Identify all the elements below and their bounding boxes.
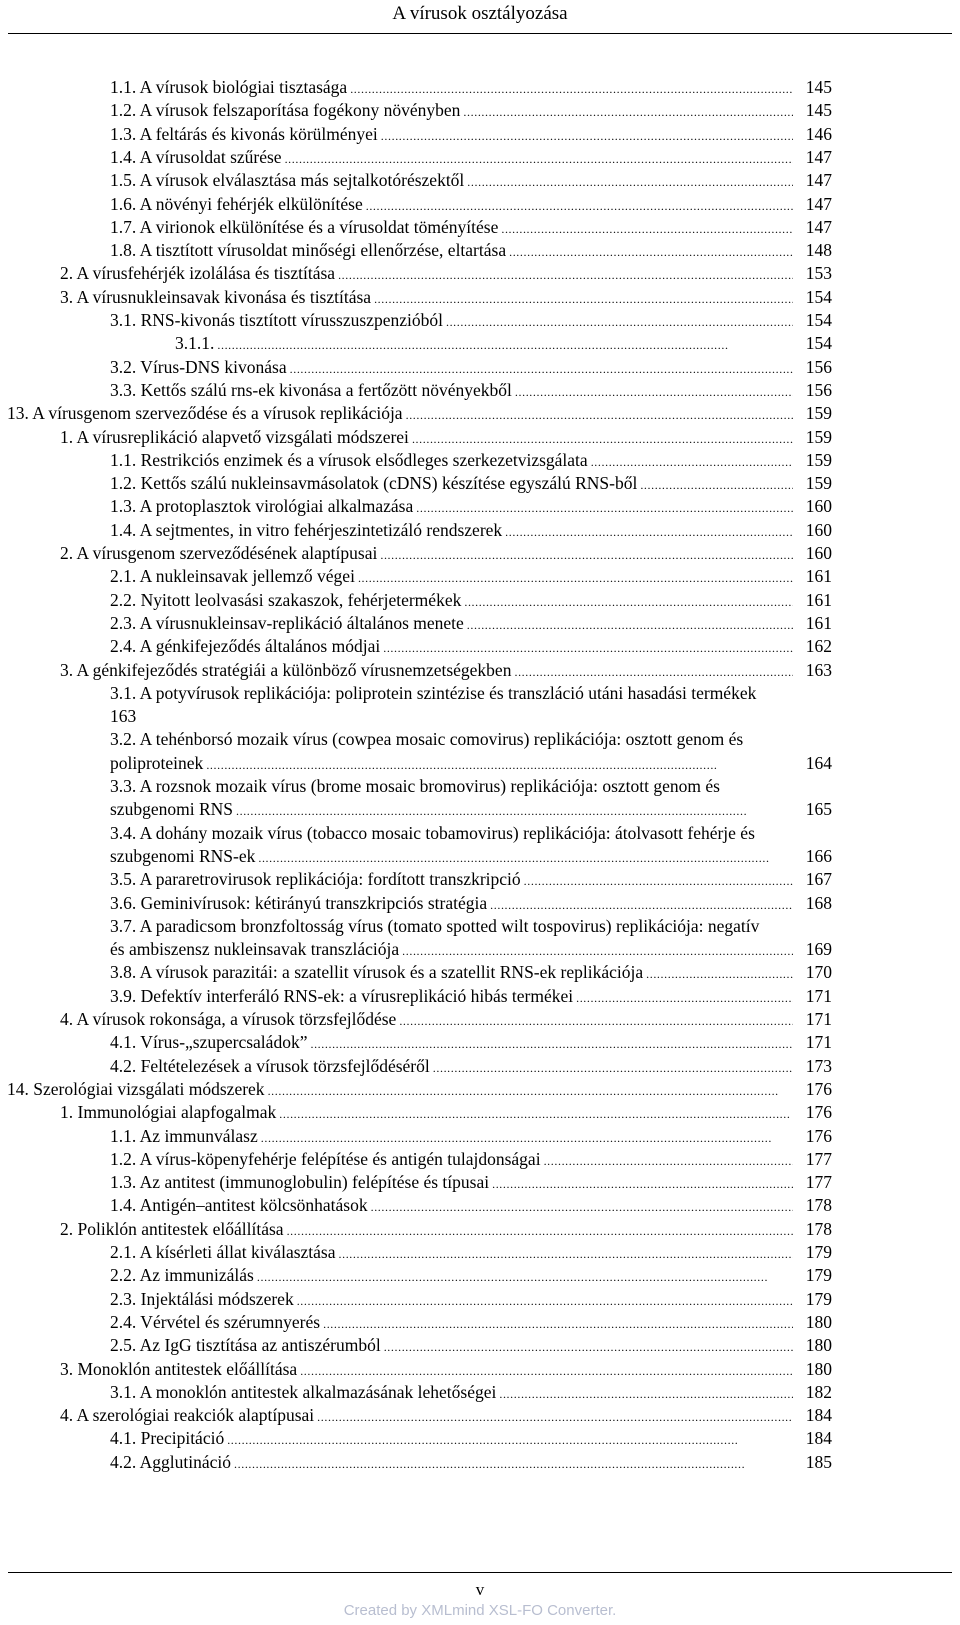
toc-entry-title: 4.2. Feltételezések a vírusok törzsfejlődéséről: [110, 1055, 430, 1076]
toc-entry-page: 156: [805, 356, 832, 377]
toc-entry-page: 146: [805, 123, 832, 144]
toc-entry-title: poliproteinek: [110, 752, 204, 773]
toc-entry-page: 178: [805, 1218, 832, 1239]
dot-leader: [446, 309, 793, 333]
toc-entry-title: 3.1. A monoklón antitestek alkalmazásának lehetőségei: [110, 1381, 497, 1402]
toc-entry-title: 2.5. Az IgG tisztítása az antiszérumból: [110, 1335, 381, 1356]
toc-entry-page: 177: [805, 1148, 832, 1169]
toc-entry-page: 180: [805, 1358, 832, 1379]
toc-entry-title: 3.2. A tehénborsó mozaik vírus (cowpea mosaic comovirus) replikációja: osztott genom és: [110, 729, 744, 750]
dot-leader: [381, 123, 793, 147]
toc-entry-title: 4. A szerológiai reakciók alaptípusai: [60, 1405, 315, 1426]
toc-entry-title: 2.2. Az immunizálás: [110, 1265, 254, 1286]
toc-entry-title: 3. A génkifejeződés stratégiái a különböző vírusnemzetségekben: [60, 659, 512, 680]
running-header: A vírusok osztályozása: [392, 3, 568, 24]
toc-entry-page: 154: [805, 286, 832, 307]
toc-entry-title: 3. A vírusnukleinsavak kivonása és tisztítása: [60, 286, 372, 307]
toc-entry-page: 164: [805, 752, 832, 773]
dot-leader: [514, 659, 793, 683]
toc-entry-title: 2.3. Injektálási módszerek: [110, 1288, 294, 1309]
toc-entry-page: 165: [805, 799, 832, 820]
dot-leader: [217, 332, 793, 356]
dot-leader: [467, 612, 793, 636]
toc-entry-page: 178: [805, 1195, 832, 1216]
dot-leader: [290, 356, 793, 380]
toc-entry-title: 14. Szerológiai vizsgálati módszerek: [7, 1078, 265, 1099]
toc-entry-title: 1.3. A feltárás és kivonás körülményei: [110, 123, 378, 144]
toc-entry-page: 161: [805, 589, 832, 610]
toc-entry-title: 3.3. Kettős szálú rns-ek kivonása a fertőzött növényekből: [110, 379, 512, 400]
dot-leader: [310, 1031, 793, 1055]
dot-leader: [258, 845, 793, 869]
toc-entry-page: 159: [805, 449, 832, 470]
toc-entry-title: 4. A vírusok rokonsága, a vírusok törzsfejlődése: [60, 1009, 397, 1029]
toc-entry-page: 163: [805, 659, 832, 680]
toc-entry-page: 176: [805, 1125, 832, 1146]
toc-entry-page: 179: [805, 1265, 832, 1286]
toc-entry-page: 176: [805, 1102, 832, 1123]
toc-entry-title: 2.1. A nukleinsavak jellemző végei: [110, 566, 355, 587]
dot-leader: [287, 1218, 793, 1242]
dot-leader: [524, 868, 793, 892]
toc-entry-title: 1.6. A növényi fehérjék elkülönítése: [110, 193, 363, 214]
toc-entry-title: 2.2. Nyitott leolvasási szakaszok, fehérjetermékek: [110, 589, 462, 610]
toc-entry-page: 145: [805, 77, 832, 97]
toc-entry-page: 179: [805, 1242, 832, 1262]
dot-leader: [492, 1171, 793, 1195]
toc-entry-title: 1.1. Restrikciós enzimek és a vírusok elsődleges szerkezetvizsgálata: [110, 449, 588, 470]
toc-entry-title: 1. A vírusreplikáció alapvető vizsgálati módszerei: [60, 426, 409, 447]
toc-entry-title: 2.4. A génkifejeződés általános módjai: [110, 636, 381, 657]
dot-leader: [412, 426, 793, 450]
toc-entry-page: 179: [805, 1288, 832, 1309]
dot-leader: [544, 1148, 793, 1172]
toc-entry-title: 2.3. A vírusnukleinsav-replikáció általános menete: [110, 612, 464, 633]
toc-entry-title: 3.1. RNS-kivonás tisztított vírusszuszpenzióból: [110, 310, 443, 330]
dot-leader: [366, 193, 793, 217]
toc-entry-title: 1.3. Az antitest (immunoglobulin) felépítése és típusai: [110, 1172, 490, 1193]
toc-entry-page: 159: [805, 426, 832, 447]
dot-leader: [505, 519, 793, 543]
dot-leader: [499, 1381, 793, 1405]
toc-entry-title: 1.2. A vírus-köpenyfehérje felépítése és antigén tulajdonságai: [110, 1148, 541, 1169]
toc-entry-title: szubgenomi RNS: [110, 799, 233, 820]
dot-leader: [339, 1241, 794, 1265]
dot-leader: [501, 216, 793, 240]
toc-entry-title: 1. Immunológiai alapfogalmak: [60, 1102, 277, 1123]
dot-leader: [416, 495, 793, 519]
toc-entry-title: 4.2. Agglutináció: [110, 1451, 232, 1472]
toc-entry-title: 3.8. A vírusok parazitái: a szatellit vírusok és a szatellit RNS-ek replikációja: [110, 962, 644, 983]
dot-leader: [317, 1404, 793, 1428]
toc-entry-page: 171: [805, 985, 832, 1006]
dot-leader: [206, 752, 793, 776]
toc-entry-page: 147: [805, 146, 832, 167]
toc-entry-title: 1.2. Kettős szálú nukleinsavmásolatok (cDNS) készítése egyszálú RNS-ből: [110, 473, 638, 494]
toc-entry-page: 184: [805, 1428, 832, 1449]
dot-leader: [509, 239, 793, 263]
toc-entry-page: 171: [805, 1009, 832, 1029]
dot-leader: [268, 1078, 793, 1102]
toc-entry-page: 160: [805, 519, 832, 540]
toc-entry-title: 3.9. Defektív interferáló RNS-ek: a vírusreplikáció hibás termékei: [110, 985, 574, 1006]
dot-leader: [640, 472, 793, 496]
toc-entry-title: 3. Monoklón antitestek előállítása: [60, 1358, 298, 1379]
toc-entry-page: 169: [805, 939, 832, 960]
toc-entry-page: 145: [805, 100, 832, 121]
dot-leader: [297, 1288, 793, 1312]
toc-entry-title: 3.3. A rozsnok mozaik vírus (brome mosaic bromovirus) replikációja: osztott genom és: [110, 776, 720, 796]
toc-entry-title: 2.1. A kísérleti állat kiválasztása: [110, 1242, 336, 1262]
dot-leader: [300, 1358, 793, 1382]
dot-leader: [261, 1125, 793, 1149]
toc-entry-page: 182: [805, 1381, 832, 1402]
dot-leader: [591, 449, 793, 473]
dot-leader: [350, 76, 793, 100]
dot-leader: [384, 1334, 793, 1358]
converter-credit: Created by XMLmind XSL-FO Converter.: [343, 1602, 617, 1619]
toc-entry-title: 3.7. A paradicsom bronzfoltosság vírus (tomato spotted wilt tospovirus) replikációja: negatív: [110, 915, 760, 936]
toc-entry-title: 3.2. Vírus-DNS kivonása: [110, 356, 287, 377]
dot-leader: [383, 635, 793, 659]
toc-entry-page: 148: [805, 240, 832, 261]
dot-leader: [490, 892, 793, 916]
toc-entry-page: 162: [805, 636, 832, 657]
dot-leader: [234, 1451, 793, 1475]
toc-entry-title: 1.8. A tisztított vírusoldat minőségi ellenőrzése, eltartása: [110, 240, 507, 261]
dot-leader: [338, 262, 793, 286]
toc-entry-page: 185: [805, 1451, 832, 1472]
dot-leader: [380, 542, 793, 566]
toc-entry-title: 2. A vírusfehérjék izolálása és tisztítása: [60, 263, 336, 284]
toc-entry-page: 147: [805, 170, 832, 191]
toc-entry-page: 147: [805, 193, 832, 214]
toc-entry-page: 160: [805, 496, 832, 517]
toc-entry-title: 1.1. A vírusok biológiai tisztasága: [110, 77, 348, 97]
dot-leader: [463, 99, 793, 123]
toc-entry-page: 159: [805, 403, 832, 424]
toc-entry-page: 160: [805, 543, 832, 563]
toc-entry-page: 184: [805, 1405, 832, 1426]
toc-entry-title: 2.4. Vérvétel és szérumnyerés: [110, 1311, 321, 1332]
dot-leader: [236, 798, 793, 822]
toc-entry-page: 166: [805, 845, 832, 866]
toc-entry-title: 1.2. A vírusok felszaporítása fogékony növényben: [110, 100, 461, 121]
dot-leader: [576, 985, 793, 1009]
toc-entry-page: 168: [805, 892, 832, 913]
toc-entry-page: 154: [805, 333, 832, 354]
toc-entry-title: szubgenomi RNS-ek: [110, 845, 256, 866]
toc-entry-title: 4.1. Vírus-„szupercsaládok”: [110, 1032, 308, 1053]
toc-entry-title: 4.1. Precipitáció: [110, 1428, 225, 1449]
toc-entry-title: 1.4. A sejtmentes, in vitro fehérjeszintetizáló rendszerek: [110, 519, 503, 540]
dot-leader: [323, 1311, 793, 1335]
dot-leader: [646, 961, 793, 985]
toc-entry-title: és ambiszensz nukleinsavak transzlációja: [110, 939, 400, 960]
toc-entry-title: 3.5. A pararetrovirusok replikációja: fordított transzkripció: [110, 869, 521, 890]
dot-leader: [515, 379, 793, 403]
dot-leader: [467, 169, 793, 193]
toc-entry-page: 163: [110, 706, 137, 727]
toc-entry-page: 177: [805, 1172, 832, 1193]
dot-leader: [464, 589, 793, 613]
toc-entry-page: 180: [805, 1311, 832, 1332]
toc-entry-page: 153: [805, 263, 832, 284]
dot-leader: [257, 1264, 793, 1288]
page-number: v: [475, 1580, 485, 1599]
toc-entry-title: 3.4. A dohány mozaik vírus (tobacco mosaic tobamovirus) replikációja: átolvasott fehérje és: [110, 822, 755, 843]
dot-leader: [227, 1427, 793, 1451]
toc-entry-title: 3.1.1.: [175, 333, 215, 354]
toc-entry-title: 2. Poliklón antitestek előállítása: [60, 1218, 284, 1239]
toc-entry-page: 147: [805, 216, 832, 237]
toc-entry-title: 1.1. Az immunválasz: [110, 1125, 258, 1146]
toc-entry-page: 180: [805, 1335, 832, 1356]
toc-entry-title: 1.4. A vírusoldat szűrése: [110, 146, 282, 167]
toc-entry-title: 1.5. A vírusok elválasztása más sejtalkotórészektől: [110, 170, 465, 191]
dot-leader: [374, 286, 793, 310]
toc-entry-page: 173: [805, 1055, 832, 1076]
toc-entry-title: 1.3. A protoplasztok virológiai alkalmazása: [110, 496, 414, 517]
footer-divider: [8, 1572, 952, 1573]
dot-leader: [402, 938, 793, 962]
dot-leader: [279, 1101, 793, 1125]
toc-entry-page: 170: [805, 962, 832, 983]
dot-leader: [433, 1055, 793, 1079]
toc-entry-page: 159: [805, 473, 832, 494]
dot-leader: [358, 565, 793, 589]
toc-entry-title: 3.1. A potyvírusok replikációja: poliprotein szintézise és transzláció utáni hasadási termékek: [110, 682, 757, 703]
toc-entry-page: 156: [805, 379, 832, 400]
toc-entry-page: 161: [805, 566, 832, 587]
toc-entry-title: 2. A vírusgenom szerveződésének alaptípusai: [60, 543, 378, 563]
toc-entry-title: 1.4. Antigén–antitest kölcsönhatások: [110, 1195, 368, 1216]
header-divider: [8, 33, 952, 34]
dot-leader: [406, 402, 793, 426]
toc-entry-title: 1.7. A virionok elkülönítése és a vírusoldat töményítése: [110, 216, 499, 237]
toc-entry-title: 13. A vírusgenom szerveződése és a vírusok replikációja: [7, 403, 403, 424]
toc-entry-page: 176: [805, 1078, 832, 1099]
dot-leader: [399, 1008, 793, 1032]
toc-entry-page: 167: [805, 869, 832, 890]
toc-entry-page: 171: [805, 1032, 832, 1053]
dot-leader: [285, 146, 793, 170]
dot-leader: [371, 1194, 793, 1218]
toc-entry-title: 3.6. Geminivírusok: kétirányú transzkripciós stratégia: [110, 892, 488, 913]
toc-entry-page: 161: [805, 612, 832, 633]
toc-entry-page: 154: [805, 310, 832, 330]
